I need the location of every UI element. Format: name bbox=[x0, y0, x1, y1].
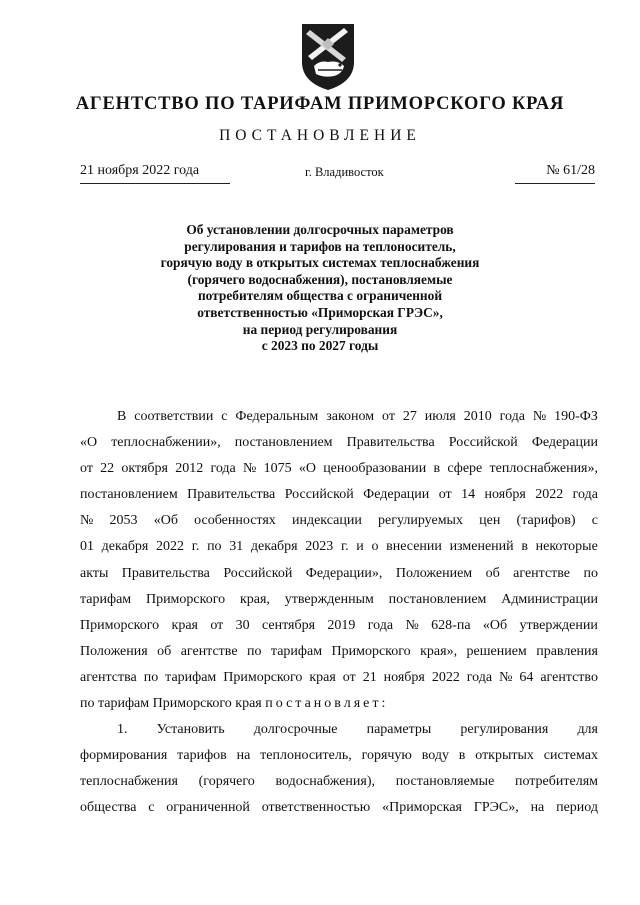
word: теплоснабжении», bbox=[111, 435, 221, 451]
word: г. bbox=[340, 539, 349, 555]
word: июля bbox=[424, 409, 456, 424]
word: в bbox=[433, 461, 441, 477]
word: по bbox=[583, 565, 598, 581]
document-type: ПОСТАНОВЛЕНИЕ bbox=[219, 127, 421, 144]
word: 21 bbox=[362, 669, 377, 685]
word: № bbox=[80, 513, 94, 529]
text-line bbox=[80, 795, 598, 821]
word: ответственностью bbox=[261, 800, 371, 816]
word: водоснабжения), bbox=[275, 774, 376, 790]
word: по bbox=[143, 669, 159, 685]
text-line bbox=[80, 613, 598, 639]
word: акты bbox=[80, 565, 109, 581]
word: Российской bbox=[284, 487, 354, 503]
word: 2053 bbox=[109, 513, 138, 529]
word: в bbox=[521, 539, 528, 555]
word: края, bbox=[239, 591, 270, 607]
word: Правительства bbox=[121, 565, 210, 581]
word: 31 bbox=[229, 539, 244, 555]
word: ГРЭС», bbox=[473, 800, 519, 816]
word: года bbox=[367, 617, 394, 633]
word: (горячего bbox=[198, 774, 255, 790]
word: утверждении bbox=[519, 617, 598, 633]
word: декабря bbox=[250, 539, 298, 555]
word: «Приморская bbox=[382, 800, 462, 816]
word: 2022 bbox=[156, 539, 185, 555]
agency-name: АГЕНТСТВО ПО ТАРИФАМ ПРИМОРСКОГО КРАЯ bbox=[75, 94, 565, 114]
word: года bbox=[466, 669, 493, 685]
preamble-last-text: по тарифам Приморского края bbox=[80, 696, 262, 712]
word: В bbox=[117, 409, 127, 424]
word: тарифам bbox=[270, 643, 323, 659]
word: ценообразовании bbox=[323, 461, 427, 477]
word: от bbox=[80, 461, 93, 477]
text-line bbox=[80, 534, 598, 560]
word: 2019 bbox=[327, 617, 356, 633]
primorsky-krai-coat-of-arms-icon bbox=[298, 22, 358, 92]
word: общества bbox=[80, 800, 137, 816]
word: 2012 bbox=[175, 461, 204, 477]
word: 27 bbox=[402, 409, 417, 424]
word: по bbox=[246, 643, 262, 659]
text-line bbox=[80, 587, 598, 613]
text-line bbox=[80, 404, 598, 430]
word: от bbox=[342, 669, 356, 685]
word: Администрации bbox=[501, 591, 598, 607]
document-city: г. Владивосток bbox=[305, 165, 384, 179]
word: Положения bbox=[80, 643, 148, 659]
word: 2010 bbox=[463, 409, 492, 424]
word: в bbox=[458, 748, 466, 764]
word: постановляемые bbox=[395, 774, 495, 790]
text-line bbox=[80, 743, 598, 769]
word: теплоноситель, bbox=[260, 748, 352, 764]
title-line: регулирования и тарифов на теплоноситель, bbox=[184, 238, 456, 254]
word: Федерации bbox=[363, 487, 430, 503]
word: на bbox=[530, 800, 545, 816]
word: законом bbox=[326, 409, 375, 424]
word: 1. bbox=[117, 722, 128, 738]
word: сфере bbox=[447, 461, 483, 477]
word: Приморского bbox=[80, 617, 160, 633]
text-line bbox=[80, 482, 598, 508]
word: края bbox=[309, 669, 336, 685]
word: № bbox=[405, 617, 419, 633]
word: решением bbox=[466, 643, 527, 659]
word: «Об bbox=[153, 513, 178, 529]
paragraph-item-1 bbox=[80, 717, 598, 821]
word: Федерации bbox=[531, 435, 598, 451]
word: системах bbox=[543, 748, 598, 764]
word: 628-па bbox=[431, 617, 471, 633]
word: с bbox=[221, 409, 228, 424]
word: горячую bbox=[361, 748, 412, 764]
word: утвержденным bbox=[284, 591, 374, 607]
word: Федеральным bbox=[235, 409, 319, 424]
text-line bbox=[80, 639, 598, 665]
word: 2022 bbox=[431, 669, 460, 685]
document-number: № 61/28 bbox=[515, 163, 595, 184]
word: потребителям bbox=[514, 774, 598, 790]
word: формирования bbox=[80, 748, 168, 764]
word: изменений bbox=[449, 539, 514, 555]
word: Приморского bbox=[331, 643, 411, 659]
document-title bbox=[120, 222, 520, 355]
text-line bbox=[80, 717, 598, 743]
word: г. bbox=[191, 539, 200, 555]
text-line bbox=[80, 456, 598, 482]
word: 01 bbox=[80, 539, 94, 555]
word: края», bbox=[420, 643, 458, 659]
word: параметры bbox=[366, 722, 432, 738]
paragraph-preamble-last-line bbox=[80, 691, 598, 717]
word: ноября bbox=[484, 487, 526, 503]
title-line: с 2023 по 2027 годы bbox=[261, 338, 379, 354]
word: об bbox=[157, 643, 172, 659]
word: Федерации», bbox=[305, 565, 383, 581]
word: Правительства bbox=[346, 435, 435, 451]
word: теплоснабжения», bbox=[489, 461, 598, 477]
word: от bbox=[210, 617, 224, 633]
title-line: (горячего водоснабжения), постановляемые bbox=[187, 271, 453, 287]
word: 2022 bbox=[535, 487, 564, 503]
word: агентства bbox=[80, 669, 137, 685]
word: цен bbox=[479, 513, 501, 529]
word: теплоснабжения bbox=[80, 774, 178, 790]
word: воду bbox=[421, 748, 449, 764]
text-line bbox=[80, 430, 598, 456]
word: об bbox=[485, 565, 500, 581]
word: регулирования bbox=[460, 722, 549, 738]
word: 22 bbox=[100, 461, 115, 477]
word: 190-ФЗ bbox=[554, 409, 598, 424]
word: и bbox=[356, 539, 364, 555]
word: особенностях bbox=[194, 513, 276, 529]
word: 64 bbox=[519, 669, 534, 685]
word: (тарифов) bbox=[516, 513, 576, 529]
word: года bbox=[210, 461, 236, 477]
word: № bbox=[532, 409, 547, 424]
word: индексации bbox=[291, 513, 362, 529]
word: 2023 bbox=[305, 539, 334, 555]
title-line: потребителям общества с ограниченной bbox=[197, 288, 443, 304]
word: № bbox=[243, 461, 257, 477]
word: ноября bbox=[383, 669, 425, 685]
decree-word: постановляет: bbox=[265, 696, 389, 712]
document-date: 21 ноября 2022 года bbox=[80, 163, 230, 184]
word: Установить bbox=[156, 722, 225, 738]
word: тарифам bbox=[165, 669, 217, 685]
word: с bbox=[591, 513, 598, 529]
word: агентстве bbox=[513, 565, 571, 581]
word: 30 bbox=[235, 617, 250, 633]
text-line bbox=[80, 508, 598, 534]
word: регулируемых bbox=[378, 513, 463, 529]
word: агентстве bbox=[180, 643, 238, 659]
word: 14 bbox=[461, 487, 476, 503]
word: Российской bbox=[223, 565, 293, 581]
word: Российской bbox=[448, 435, 518, 451]
word: года bbox=[572, 487, 598, 503]
word: Приморского bbox=[145, 591, 226, 607]
word: октября bbox=[121, 461, 168, 477]
word: внесении bbox=[386, 539, 442, 555]
word: «О bbox=[80, 435, 98, 451]
word: № bbox=[499, 669, 513, 685]
word: постановлением bbox=[234, 435, 333, 451]
word: «О bbox=[298, 461, 316, 477]
word: агентство bbox=[540, 669, 598, 685]
word: ограниченной bbox=[166, 800, 250, 816]
word: открытых bbox=[475, 748, 534, 764]
word: для bbox=[577, 722, 598, 738]
word: Приморского bbox=[223, 669, 303, 685]
word: 1075 bbox=[263, 461, 292, 477]
title-line: ответственностью «Приморская ГРЭС», bbox=[197, 304, 443, 320]
word: на bbox=[236, 748, 251, 764]
word: тарифам bbox=[80, 591, 132, 607]
word: тарифов bbox=[177, 748, 227, 764]
text-line bbox=[80, 665, 598, 691]
title-line: горячую воду в открытых системах теплоснабжения bbox=[160, 255, 480, 271]
word: года bbox=[499, 409, 525, 424]
word: Правительства bbox=[187, 487, 276, 503]
text-line bbox=[80, 769, 598, 795]
word: по bbox=[207, 539, 222, 555]
document-body bbox=[80, 404, 598, 822]
title-line: на период регулирования bbox=[242, 321, 398, 337]
paragraph-preamble bbox=[80, 404, 598, 691]
word: постановлением bbox=[388, 591, 487, 607]
word: правления bbox=[536, 643, 598, 659]
word: соответствии bbox=[134, 409, 214, 424]
word: от bbox=[438, 487, 452, 503]
word: сентября bbox=[262, 617, 316, 633]
title-line: Об установлении долгосрочных параметров bbox=[186, 222, 454, 237]
word: декабря bbox=[101, 539, 149, 555]
word: постановлением bbox=[80, 487, 178, 503]
word: от bbox=[382, 409, 395, 424]
word: с bbox=[148, 800, 155, 816]
text-line bbox=[80, 561, 598, 587]
word: Положением bbox=[395, 565, 473, 581]
word: о bbox=[371, 539, 379, 555]
word: некоторые bbox=[535, 539, 598, 555]
word: долгосрочные bbox=[253, 722, 338, 738]
word: период bbox=[556, 800, 598, 816]
word: края bbox=[171, 617, 198, 633]
word: «Об bbox=[482, 617, 508, 633]
